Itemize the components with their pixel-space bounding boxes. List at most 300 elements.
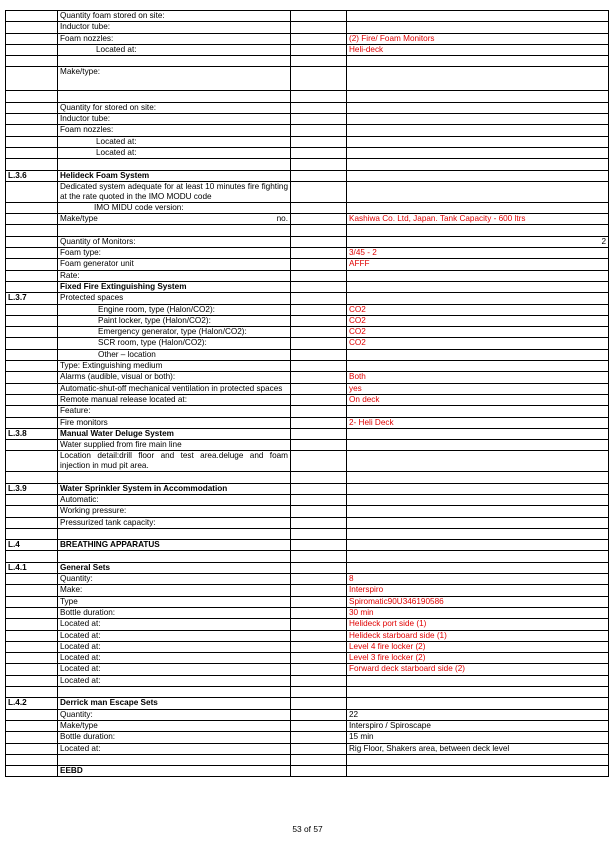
value-cell: Kashiwa Co. Ltd, Japan. Tank Capacity - 600 ltrs: [347, 214, 609, 225]
value-cell: [347, 406, 609, 417]
table-row: [6, 125, 609, 136]
value-cell: [347, 428, 609, 439]
item-label-cell: [58, 11, 291, 22]
spacer-cell: [291, 33, 347, 44]
table-row: [6, 349, 609, 360]
item-label-cell: [58, 528, 291, 539]
section-number-cell: [6, 91, 58, 102]
item-label: IMO MIDU code version:: [94, 202, 184, 212]
item-label-cell: [58, 349, 291, 360]
section-number-cell: [6, 315, 58, 326]
item-label-cell: [58, 574, 291, 585]
spacer-cell: [291, 494, 347, 505]
value-cell: Helideck starboard side (1): [347, 630, 609, 641]
table-row: [6, 619, 609, 630]
section-number-cell: [6, 202, 58, 213]
item-label-cell: [58, 743, 291, 754]
table-row: [6, 383, 609, 394]
value-cell: CO2: [347, 315, 609, 326]
item-label: Type: Extinguishing medium: [60, 361, 163, 371]
value-cell: 15 min: [347, 732, 609, 743]
section-number-cell: [6, 147, 58, 158]
value-cell: 2: [347, 236, 609, 247]
table-row: [6, 406, 609, 417]
item-label-cell: [58, 22, 291, 33]
value-cell: Rig Floor, Shakers area, between deck level: [347, 743, 609, 754]
value-cell: [347, 494, 609, 505]
item-label-cell: [58, 664, 291, 675]
item-label: Located at:: [96, 147, 137, 157]
section-number-cell: [6, 574, 58, 585]
spacer-cell: [291, 248, 347, 259]
section-number-cell: [6, 494, 58, 505]
section-number-cell: [6, 417, 58, 428]
section-number-cell: L.4.1: [6, 562, 58, 573]
spacer-cell: [291, 159, 347, 170]
spacer-cell: [291, 417, 347, 428]
item-label: Feature:: [60, 406, 91, 416]
table-row: [6, 114, 609, 125]
item-label-cell: [58, 202, 291, 213]
section-number-cell: [6, 214, 58, 225]
table-row: [6, 754, 609, 765]
table-row: [6, 540, 609, 551]
spacer-cell: [291, 472, 347, 483]
item-label: Quantity:: [60, 709, 93, 719]
table-row: [6, 102, 609, 113]
spacer-cell: [291, 372, 347, 383]
item-label-cell: [58, 720, 291, 731]
table-row: [6, 361, 609, 372]
item-label: Automatic-shut-off mechanical ventilation in protected spaces: [60, 383, 283, 393]
table-row: [6, 338, 609, 349]
spacer-cell: [291, 754, 347, 765]
value-cell: [347, 136, 609, 147]
item-label-cell: [58, 394, 291, 405]
value-cell: Helideck port side (1): [347, 619, 609, 630]
section-number-cell: [6, 114, 58, 125]
value-cell: CO2: [347, 304, 609, 315]
spacer-cell: [291, 181, 347, 202]
item-label-cell: [58, 494, 291, 505]
item-label: Located at:: [96, 136, 137, 146]
value-cell: [347, 528, 609, 539]
item-label: Foam type:: [60, 248, 101, 258]
value-cell: [347, 11, 609, 22]
item-label: Located at:: [60, 641, 101, 651]
item-label-cell: [58, 304, 291, 315]
item-label: Located at:: [60, 630, 101, 640]
value-cell: [347, 202, 609, 213]
section-number-cell: [6, 653, 58, 664]
value-cell: [347, 506, 609, 517]
item-label-cell: [58, 698, 291, 709]
spacer-cell: [291, 225, 347, 236]
value-cell: Level 4 fire locker (2): [347, 641, 609, 652]
table-row: [6, 33, 609, 44]
spacer-cell: [291, 585, 347, 596]
section-number-cell: [6, 743, 58, 754]
spacer-cell: [291, 56, 347, 67]
item-label: Fire monitors: [60, 417, 108, 427]
spacer-cell: [291, 114, 347, 125]
spacer-cell: [291, 327, 347, 338]
table-row: [6, 709, 609, 720]
item-label-cell: [58, 562, 291, 573]
spacer-cell: [291, 125, 347, 136]
item-label-cell: [58, 259, 291, 270]
table-row: [6, 394, 609, 405]
item-label: Make/type:: [60, 67, 101, 77]
table-row: [6, 159, 609, 170]
section-number-cell: [6, 607, 58, 618]
item-label: Foam nozzles:: [60, 125, 114, 135]
item-label-cell: [58, 102, 291, 113]
spacer-cell: [291, 709, 347, 720]
table-row: [6, 281, 609, 292]
table-row: [6, 596, 609, 607]
spacer-cell: [291, 540, 347, 551]
value-cell: [347, 22, 609, 33]
section-number-cell: [6, 11, 58, 22]
section-number-cell: [6, 259, 58, 270]
item-label: Dedicated system adequate for at least 10 minutes fire fighting at the rate quoted in the IMO MODU code: [60, 181, 288, 201]
section-number-cell: [6, 664, 58, 675]
item-label: Make/type: [60, 214, 98, 224]
item-label: Water Sprinkler System in Accommodation: [60, 483, 228, 493]
item-label: Location detail:drill floor and test area.deluge and foam injection in mud pit area.: [60, 451, 288, 471]
value-cell: Heli-deck: [347, 44, 609, 55]
item-label: Working pressure:: [60, 506, 127, 516]
table-row: [6, 170, 609, 181]
value-cell: [347, 675, 609, 686]
item-label: Engine room, type (Halon/CO2):: [98, 304, 215, 314]
spacer-cell: [291, 517, 347, 528]
table-row: [6, 528, 609, 539]
item-label-cell: [58, 517, 291, 528]
value-cell: [347, 281, 609, 292]
item-label-cell: [58, 372, 291, 383]
section-number-cell: [6, 22, 58, 33]
value-cell: Spiromatic90U346190586: [347, 596, 609, 607]
value-cell: [347, 170, 609, 181]
section-number-cell: [6, 361, 58, 372]
section-number-cell: [6, 33, 58, 44]
item-label-cell: [58, 44, 291, 55]
value-cell: [347, 270, 609, 281]
section-number-cell: [6, 136, 58, 147]
table-row: [6, 664, 609, 675]
spacer-cell: [291, 440, 347, 451]
spacer-cell: [291, 214, 347, 225]
section-number-cell: [6, 472, 58, 483]
item-label: Fixed Fire Extinguishing System: [60, 281, 187, 291]
item-label: Quantity of Monitors:: [60, 236, 136, 246]
value-cell: [347, 698, 609, 709]
item-label-cell: [58, 451, 291, 472]
item-label-cell: [58, 125, 291, 136]
value-cell: [347, 159, 609, 170]
value-cell: [347, 562, 609, 573]
spacer-cell: [291, 91, 347, 102]
section-number-cell: [6, 551, 58, 562]
value-cell: [347, 349, 609, 360]
item-label-cell: [58, 33, 291, 44]
table-row: [6, 315, 609, 326]
table-body: [6, 11, 609, 777]
spacer-cell: [291, 687, 347, 698]
item-label-cell: [58, 607, 291, 618]
item-label-cell: [58, 472, 291, 483]
item-label-cell: [58, 540, 291, 551]
section-number-cell: [6, 338, 58, 349]
table-row: [6, 732, 609, 743]
item-label: Foam nozzles:: [60, 33, 114, 43]
table-row: [6, 743, 609, 754]
value-cell: [347, 147, 609, 158]
item-label-cell: [58, 281, 291, 292]
item-label-cell: [58, 406, 291, 417]
table-row: [6, 181, 609, 202]
spacer-cell: [291, 147, 347, 158]
section-number-cell: [6, 709, 58, 720]
section-number-cell: [6, 528, 58, 539]
section-number-cell: [6, 270, 58, 281]
page-number: 53 of 57: [292, 824, 323, 834]
table-row: [6, 270, 609, 281]
section-number-cell: [6, 641, 58, 652]
value-cell: [347, 754, 609, 765]
item-label-cell: [58, 214, 291, 225]
spacer-cell: [291, 293, 347, 304]
item-label: Located at:: [60, 743, 101, 753]
item-label: Type: [60, 596, 78, 606]
value-cell: yes: [347, 383, 609, 394]
spacer-cell: [291, 22, 347, 33]
item-label: Located at:: [60, 675, 101, 685]
value-cell: [347, 125, 609, 136]
table-row: [6, 641, 609, 652]
item-label: Pressurized tank capacity:: [60, 517, 156, 527]
section-number-cell: [6, 304, 58, 315]
item-label-cell: [58, 56, 291, 67]
item-label-cell: [58, 170, 291, 181]
item-label-cell: [58, 293, 291, 304]
section-number-cell: [6, 720, 58, 731]
value-cell: [347, 181, 609, 202]
item-label: Rate:: [60, 270, 80, 280]
value-cell: [347, 440, 609, 451]
item-label-cell: [58, 630, 291, 641]
section-number-cell: [6, 56, 58, 67]
table-row: [6, 202, 609, 213]
item-label: Located at:: [60, 664, 101, 674]
item-label: Bottle duration:: [60, 732, 116, 742]
item-label: Inductor tube:: [60, 22, 111, 32]
value-cell: (2) Fire/ Foam Monitors: [347, 33, 609, 44]
table-row: [6, 607, 609, 618]
spacer-cell: [291, 675, 347, 686]
item-label: Foam generator unit: [60, 259, 134, 269]
item-label-cell: [58, 653, 291, 664]
table-row: [6, 585, 609, 596]
spacer-cell: [291, 102, 347, 113]
specification-table: [5, 10, 609, 777]
item-label-cell: [58, 236, 291, 247]
item-label-cell: [58, 551, 291, 562]
item-label: Remote manual release located at:: [60, 394, 187, 404]
section-number-cell: L.3.8: [6, 428, 58, 439]
spacer-cell: [291, 641, 347, 652]
value-cell: 2- Heli Deck: [347, 417, 609, 428]
table-row: [6, 440, 609, 451]
table-row: [6, 236, 609, 247]
item-label: Manual Water Deluge System: [60, 428, 174, 438]
item-label: Helideck Foam System: [60, 170, 150, 180]
value-cell: [347, 91, 609, 102]
spacer-cell: [291, 315, 347, 326]
spacer-cell: [291, 281, 347, 292]
item-label-cell: [58, 440, 291, 451]
table-row: [6, 687, 609, 698]
spacer-cell: [291, 202, 347, 213]
item-label-cell: [58, 248, 291, 259]
item-label: Inductor tube:: [60, 114, 111, 124]
value-cell: [347, 551, 609, 562]
item-label: Automatic:: [60, 494, 99, 504]
spacer-cell: [291, 653, 347, 664]
table-row: [6, 472, 609, 483]
spacer-cell: [291, 259, 347, 270]
table-row: [6, 293, 609, 304]
item-label-cell: [58, 687, 291, 698]
value-cell: [347, 225, 609, 236]
spacer-cell: [291, 562, 347, 573]
table-row: [6, 259, 609, 270]
spacer-cell: [291, 766, 347, 777]
section-number-cell: [6, 125, 58, 136]
section-number-cell: [6, 236, 58, 247]
item-label: Emergency generator, type (Halon/CO2):: [98, 327, 247, 337]
item-label-cell: [58, 732, 291, 743]
value-cell: CO2: [347, 338, 609, 349]
value-cell: [347, 361, 609, 372]
item-label-cell: [58, 136, 291, 147]
item-label: Water supplied from fire main line: [60, 440, 182, 450]
value-cell: Forward deck starboard side (2): [347, 664, 609, 675]
item-label: BREATHING APPARATUS: [60, 540, 160, 550]
item-label-cell: [58, 159, 291, 170]
item-label-cell: [58, 428, 291, 439]
value-cell: [347, 517, 609, 528]
section-number-cell: [6, 596, 58, 607]
value-cell: AFFF: [347, 259, 609, 270]
spacer-cell: [291, 11, 347, 22]
item-label: Bottle duration:: [60, 607, 116, 617]
spacer-cell: [291, 574, 347, 585]
value-cell: [347, 687, 609, 698]
spacer-cell: [291, 743, 347, 754]
item-label-cell: [58, 619, 291, 630]
value-cell: On deck: [347, 394, 609, 405]
item-label: Located at:: [60, 653, 101, 663]
section-number-cell: [6, 754, 58, 765]
item-label-cell: [58, 383, 291, 394]
spacer-cell: [291, 406, 347, 417]
table-row: [6, 67, 609, 91]
table-row: [6, 483, 609, 494]
section-number-cell: [6, 406, 58, 417]
table-row: [6, 574, 609, 585]
value-cell: [347, 472, 609, 483]
item-label: Paint locker, type (Halon/CO2):: [98, 315, 211, 325]
table-row: [6, 675, 609, 686]
section-number-cell: L.4: [6, 540, 58, 551]
section-number-cell: [6, 766, 58, 777]
section-number-cell: [6, 383, 58, 394]
item-label-cell: [58, 483, 291, 494]
item-label: Make:: [60, 585, 83, 595]
item-label-cell: [58, 585, 291, 596]
section-number-cell: [6, 517, 58, 528]
table-row: [6, 428, 609, 439]
spacer-cell: [291, 451, 347, 472]
item-label-cell: [58, 67, 291, 91]
item-label: Quantity for stored on site:: [60, 102, 157, 112]
item-label-cell: [58, 506, 291, 517]
table-row: [6, 327, 609, 338]
table-row: [6, 630, 609, 641]
section-number-cell: L.4.2: [6, 698, 58, 709]
table-row: [6, 11, 609, 22]
section-number-cell: [6, 281, 58, 292]
item-label: Protected spaces: [60, 293, 124, 303]
spacer-cell: [291, 698, 347, 709]
item-label-cell: [58, 641, 291, 652]
spacer-cell: [291, 720, 347, 731]
table-row: [6, 562, 609, 573]
item-label-cell: [58, 766, 291, 777]
table-row: [6, 698, 609, 709]
spacer-cell: [291, 483, 347, 494]
spacer-cell: [291, 664, 347, 675]
table-row: [6, 56, 609, 67]
item-label: Quantity foam stored on site:: [60, 11, 165, 20]
spacer-cell: [291, 67, 347, 91]
item-label-cell: [58, 754, 291, 765]
item-label: Make/type: [60, 720, 98, 730]
spacer-cell: [291, 506, 347, 517]
value-cell: Level 3 fire locker (2): [347, 653, 609, 664]
spacer-cell: [291, 349, 347, 360]
section-number-cell: [6, 327, 58, 338]
item-label-cell: [58, 225, 291, 236]
section-number-cell: [6, 619, 58, 630]
item-label-cell: [58, 181, 291, 202]
item-label-cell: [58, 338, 291, 349]
section-number-cell: [6, 159, 58, 170]
value-cell: Interspiro: [347, 585, 609, 596]
item-label-cell: [58, 596, 291, 607]
section-number-cell: [6, 67, 58, 91]
section-number-cell: [6, 451, 58, 472]
spacer-cell: [291, 428, 347, 439]
item-label: Other – location: [98, 349, 156, 359]
value-cell: [347, 766, 609, 777]
section-number-cell: [6, 394, 58, 405]
table-row: [6, 147, 609, 158]
value-cell: [347, 483, 609, 494]
